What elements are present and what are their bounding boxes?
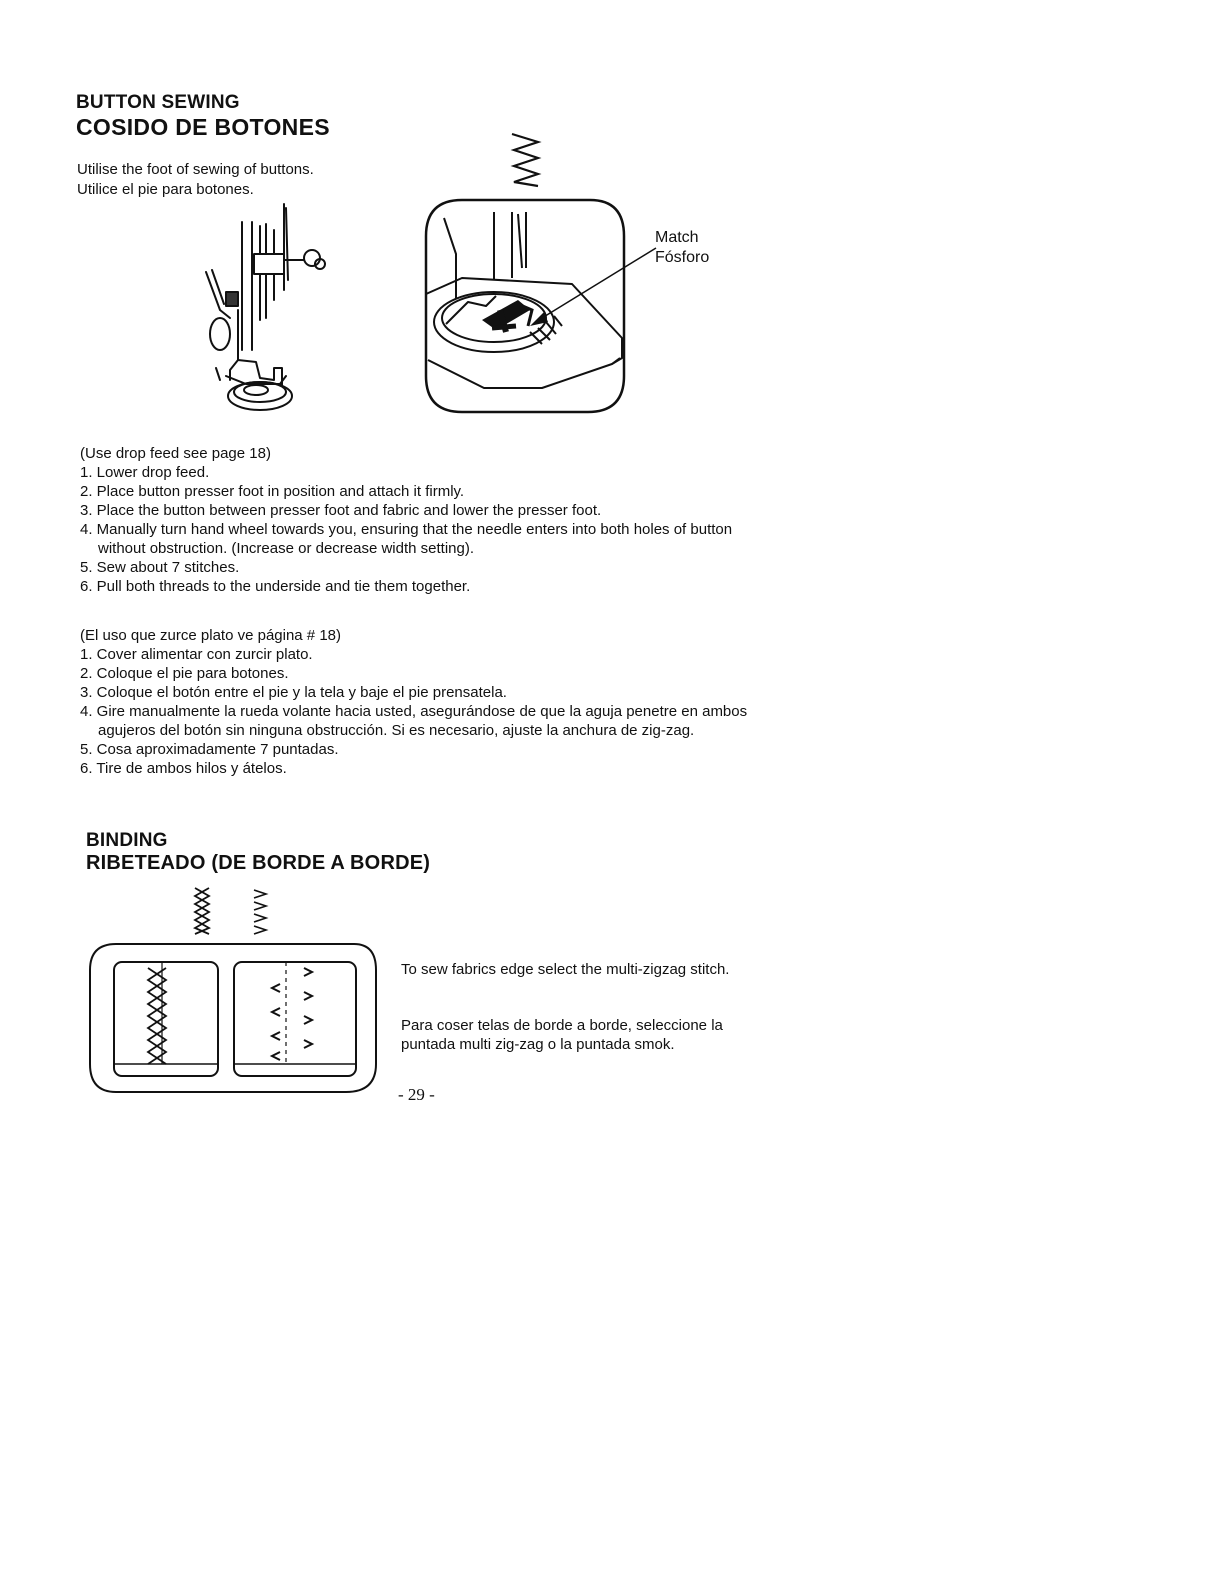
intro-es: Utilice el pie para botones.	[77, 181, 254, 198]
list-item: 2. Place button presser foot in position and attach it firmly.	[80, 483, 465, 500]
list-item: 6. Pull both threads to the underside and tie them together.	[80, 578, 471, 595]
list-item: 3. Coloque el botón entre el pie y la tela y baje el pie prensatela.	[80, 684, 507, 701]
steps-list-en	[80, 444, 770, 596]
page-number: - 29 -	[398, 1085, 435, 1104]
list-item: 5. Cosa aproximadamente 7 puntadas.	[80, 741, 339, 758]
callout-fosforo: Fósforo	[655, 249, 710, 266]
section-title-binding: BINDING	[86, 830, 168, 851]
section-title-cosido-de-botones: COSIDO DE BOTONES	[76, 114, 330, 140]
section-title-ribeteado: RIBETEADO (DE BORDE A BORDE)	[86, 852, 431, 874]
steps-list-es	[80, 626, 770, 778]
binding-stitch-illustration	[86, 940, 386, 1100]
list-item: 5. Sew about 7 stitches.	[80, 559, 240, 576]
zigzag-stitch-icon	[508, 132, 544, 188]
list-item: 4. Gire manualmente la rueda volante hacia usted, asegurándose de que la aguja penetre en ambos agujeros del botón sin ninguna obstrucción. Si es necesario, ajuste la anchura de zig-zag.	[80, 703, 748, 739]
list-item: 4. Manually turn hand wheel towards you, ensuring that the needle enters into both holes of button without obstruction. (Increase or decrease width setting).	[80, 521, 733, 557]
step-note-es: (El uso que zurce plato ve página # 18)	[80, 627, 341, 644]
list-item: 1. Lower drop feed.	[80, 464, 210, 481]
list-item: 3. Place the button between presser foot and fabric and lower the presser foot.	[80, 502, 602, 519]
intro-en: Utilise the foot of sewing of buttons.	[77, 161, 314, 178]
button-match-detail-illustration	[422, 198, 628, 416]
list-item: 2. Coloque el pie para botones.	[80, 665, 289, 682]
binding-text-en: To sew fabrics edge select the multi-zigzag stitch.	[401, 961, 730, 978]
list-item: 6. Tire de ambos hilos y átelos.	[80, 760, 287, 777]
multi-zigzag-stitch-icon	[192, 886, 212, 936]
section-title-button-sewing: BUTTON SEWING	[76, 92, 240, 113]
step-note-en: (Use drop feed see page 18)	[80, 445, 271, 462]
smok-stitch-icon	[250, 886, 272, 936]
callout-match: Match	[655, 229, 699, 246]
binding-text-es: Para coser telas de borde a borde, seleccione la puntada multi zig-zag o la puntada smok.	[401, 1017, 723, 1053]
button-presser-foot-illustration	[190, 200, 340, 430]
list-item: 1. Cover alimentar con zurcir plato.	[80, 646, 313, 663]
